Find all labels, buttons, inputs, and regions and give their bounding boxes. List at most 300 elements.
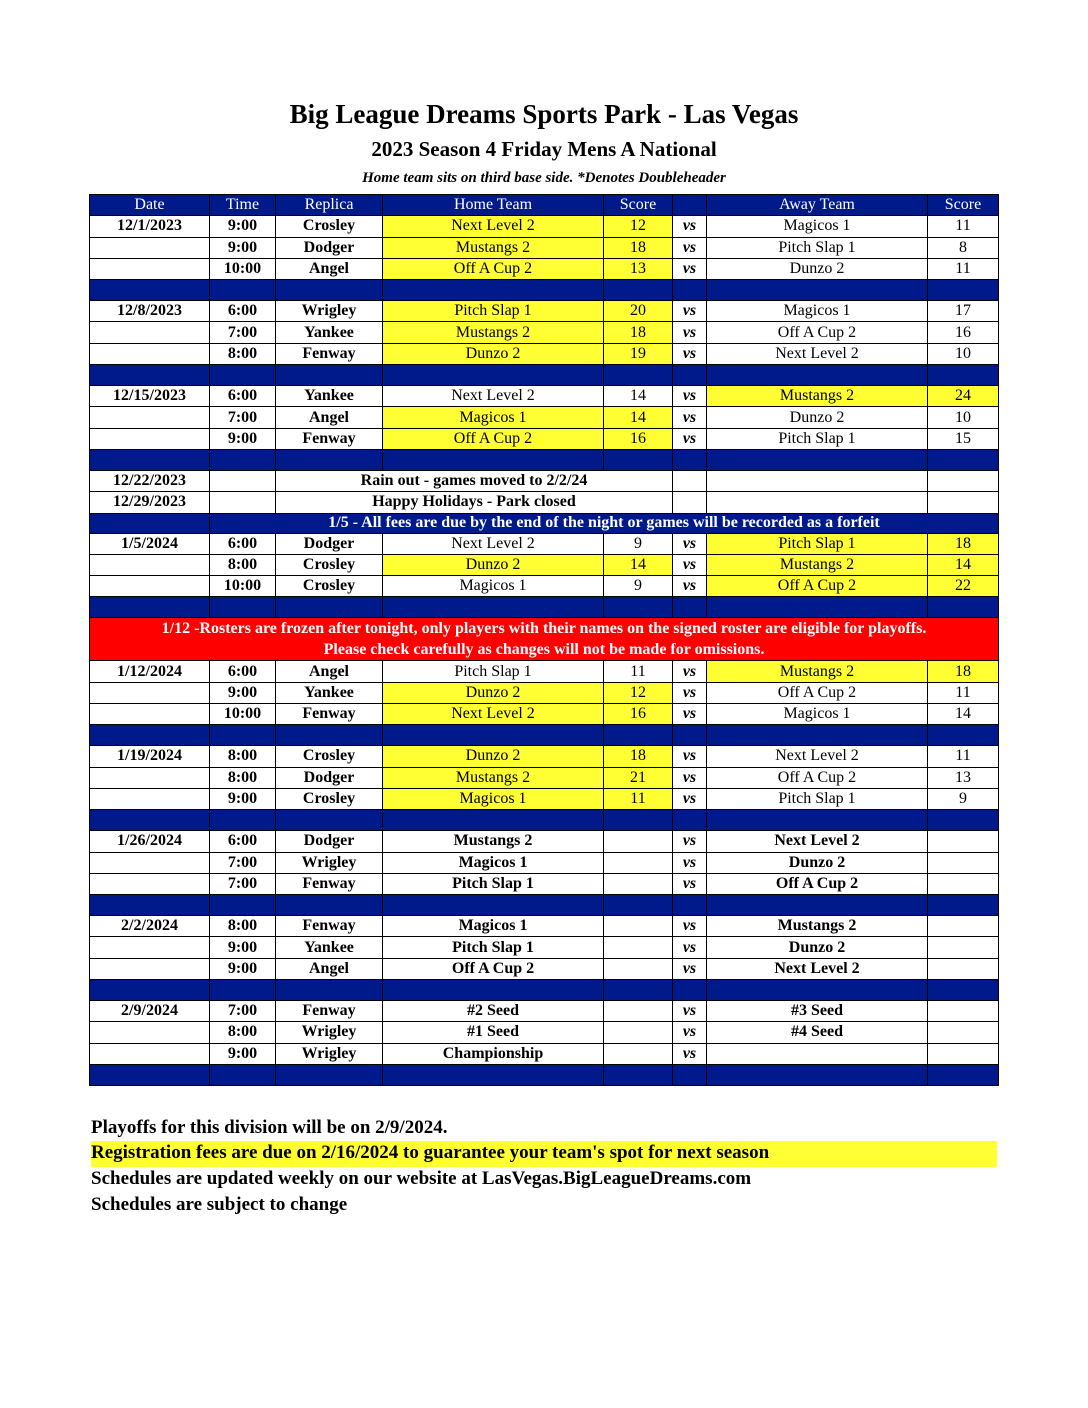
away-team: Next Level 2 (707, 831, 928, 852)
vs-label: vs (673, 788, 707, 809)
away-team (707, 1043, 928, 1064)
game-time: 7:00 (210, 322, 276, 343)
home-score: 12 (604, 682, 673, 703)
home-score: 13 (604, 258, 673, 279)
game-date (90, 873, 210, 894)
notice-row (90, 492, 999, 513)
away-team: Dunzo 2 (707, 852, 928, 873)
away-team: Off A Cup 2 (707, 682, 928, 703)
game-row (90, 1001, 999, 1022)
col-header-replica: Replica (276, 195, 383, 216)
home-team: Dunzo 2 (383, 343, 604, 364)
away-score: 11 (928, 682, 999, 703)
game-row (90, 322, 999, 343)
separator-cell (276, 980, 383, 1001)
home-score: 20 (604, 301, 673, 322)
game-time: 9:00 (210, 428, 276, 449)
game-time: 10:00 (210, 576, 276, 597)
game-date (90, 576, 210, 597)
vs-label: vs (673, 704, 707, 725)
separator-cell (928, 810, 999, 831)
game-row (90, 767, 999, 788)
separator-cell (210, 597, 276, 618)
away-score: 14 (928, 704, 999, 725)
game-row (90, 873, 999, 894)
separator-cell (90, 365, 210, 386)
away-score: 11 (928, 258, 999, 279)
home-score (604, 937, 673, 958)
separator-cell (210, 725, 276, 746)
separator-cell (210, 895, 276, 916)
home-score (604, 1001, 673, 1022)
home-score: 11 (604, 661, 673, 682)
separator-cell (707, 895, 928, 916)
separator-cell (210, 449, 276, 470)
game-replica-field: Crosley (276, 554, 383, 575)
separator-cell (276, 280, 383, 301)
home-team: Mustangs 2 (383, 767, 604, 788)
week-separator (90, 1064, 999, 1085)
empty-cell (928, 470, 999, 491)
game-row (90, 258, 999, 279)
home-score: 12 (604, 216, 673, 237)
game-time: 8:00 (210, 746, 276, 767)
separator-cell (928, 725, 999, 746)
empty-cell (210, 470, 276, 491)
away-team: Magicos 1 (707, 704, 928, 725)
game-replica-field: Dodger (276, 831, 383, 852)
home-team: Mustangs 2 (383, 237, 604, 258)
game-date (90, 704, 210, 725)
game-date (90, 258, 210, 279)
away-score: 10 (928, 407, 999, 428)
website-note: Schedules are updated weekly on our website at LasVegas.BigLeagueDreams.com (91, 1168, 752, 1189)
home-team: Next Level 2 (383, 216, 604, 237)
home-score: 14 (604, 554, 673, 575)
subject-note: Schedules are subject to change (91, 1194, 348, 1215)
col-header-home-team: Home Team (383, 195, 604, 216)
away-team: Off A Cup 2 (707, 576, 928, 597)
col-header-time: Time (210, 195, 276, 216)
separator-cell (90, 449, 210, 470)
home-score: 14 (604, 407, 673, 428)
separator-cell (90, 810, 210, 831)
separator-cell (90, 280, 210, 301)
separator-cell (604, 980, 673, 1001)
separator-cell (383, 449, 604, 470)
game-row (90, 746, 999, 767)
game-date (90, 788, 210, 809)
game-date (90, 322, 210, 343)
week-separator (90, 725, 999, 746)
game-replica-field: Wrigley (276, 1043, 383, 1064)
col-header-home-score: Score (604, 195, 673, 216)
home-team: Magicos 1 (383, 788, 604, 809)
notice-text: Rain out - games moved to 2/2/24 (276, 470, 673, 491)
game-replica-field: Fenway (276, 428, 383, 449)
game-replica-field: Wrigley (276, 1022, 383, 1043)
away-team: Off A Cup 2 (707, 322, 928, 343)
away-score: 16 (928, 322, 999, 343)
empty-cell (707, 492, 928, 513)
game-replica-field: Fenway (276, 343, 383, 364)
separator-cell (928, 449, 999, 470)
fees-notice-text: 1/5 - All fees are due by the end of the night or games will be recorded as a forfeit (210, 513, 999, 533)
game-row (90, 958, 999, 979)
game-replica-field: Dodger (276, 767, 383, 788)
notice-row (90, 470, 999, 491)
game-time: 8:00 (210, 554, 276, 575)
game-date (90, 237, 210, 258)
separator-cell (707, 449, 928, 470)
game-replica-field: Angel (276, 407, 383, 428)
game-time: 7:00 (210, 873, 276, 894)
separator-cell (90, 725, 210, 746)
away-score (928, 873, 999, 894)
col-header-vs (673, 195, 707, 216)
game-replica-field: Wrigley (276, 301, 383, 322)
game-row (90, 533, 999, 554)
separator-cell (673, 449, 707, 470)
home-score (604, 873, 673, 894)
separator-cell (383, 597, 604, 618)
schedule-body (90, 216, 999, 1086)
away-team: Magicos 1 (707, 301, 928, 322)
game-time: 9:00 (210, 237, 276, 258)
separator-cell (210, 1064, 276, 1085)
roster-notice-line2: Please check carefully as changes will not be made for omissions. (323, 641, 765, 659)
roster-notice-line1: 1/12 -Rosters are frozen after tonight, only players with their names on the signed roster are eligible for playoffs. (161, 620, 927, 638)
away-team: Mustangs 2 (707, 916, 928, 937)
away-score: 15 (928, 428, 999, 449)
home-score (604, 958, 673, 979)
home-team: Magicos 1 (383, 916, 604, 937)
game-date (90, 767, 210, 788)
week-separator (90, 365, 999, 386)
col-header-away-team: Away Team (707, 195, 928, 216)
game-row (90, 1043, 999, 1064)
header-note: Home team sits on third base side. *Denotes Doubleheader (362, 170, 726, 186)
game-date (90, 428, 210, 449)
separator-cell (707, 980, 928, 1001)
separator-cell (707, 725, 928, 746)
registration-note: Registration fees are due on 2/16/2024 to guarantee your team's spot for next season (91, 1141, 997, 1167)
game-row (90, 1022, 999, 1043)
home-score: 16 (604, 428, 673, 449)
vs-label: vs (673, 343, 707, 364)
vs-label: vs (673, 937, 707, 958)
notice-date: 12/22/2023 (90, 470, 210, 491)
vs-label: vs (673, 873, 707, 894)
vs-label: vs (673, 428, 707, 449)
home-score (604, 1043, 673, 1064)
game-replica-field: Crosley (276, 216, 383, 237)
separator-cell (707, 1064, 928, 1085)
game-row (90, 428, 999, 449)
week-separator (90, 895, 999, 916)
away-team: Pitch Slap 1 (707, 788, 928, 809)
game-time: 10:00 (210, 704, 276, 725)
separator-cell (928, 280, 999, 301)
game-replica-field: Yankee (276, 682, 383, 703)
separator-cell (210, 980, 276, 1001)
playoffs-note: Playoffs for this division will be on 2/9/2024. (91, 1117, 448, 1138)
separator-cell (928, 895, 999, 916)
game-time: 7:00 (210, 407, 276, 428)
game-time: 7:00 (210, 852, 276, 873)
separator-cell (707, 810, 928, 831)
away-score: 8 (928, 237, 999, 258)
away-score (928, 958, 999, 979)
separator-cell (707, 365, 928, 386)
game-time: 6:00 (210, 301, 276, 322)
game-date: 2/9/2024 (90, 1001, 210, 1022)
separator-cell (383, 725, 604, 746)
vs-label: vs (673, 852, 707, 873)
away-team: Dunzo 2 (707, 937, 928, 958)
roster-notice-row (90, 618, 999, 661)
home-team: Pitch Slap 1 (383, 937, 604, 958)
separator-cell (673, 597, 707, 618)
home-score: 9 (604, 533, 673, 554)
game-time: 7:00 (210, 1001, 276, 1022)
game-row (90, 831, 999, 852)
home-team: Off A Cup 2 (383, 958, 604, 979)
col-header-away-score: Score (928, 195, 999, 216)
vs-label: vs (673, 322, 707, 343)
blank-cell (90, 513, 210, 533)
separator-cell (604, 365, 673, 386)
game-time: 9:00 (210, 937, 276, 958)
game-row (90, 661, 999, 682)
home-team: Championship (383, 1043, 604, 1064)
home-score (604, 852, 673, 873)
game-time: 8:00 (210, 767, 276, 788)
separator-cell (276, 365, 383, 386)
away-score (928, 852, 999, 873)
away-team: Off A Cup 2 (707, 873, 928, 894)
separator-cell (604, 449, 673, 470)
game-row (90, 343, 999, 364)
home-team: Magicos 1 (383, 576, 604, 597)
game-row (90, 682, 999, 703)
vs-label: vs (673, 554, 707, 575)
game-row (90, 916, 999, 937)
game-replica-field: Fenway (276, 1001, 383, 1022)
separator-cell (604, 810, 673, 831)
game-replica-field: Angel (276, 258, 383, 279)
away-team: Pitch Slap 1 (707, 428, 928, 449)
game-replica-field: Dodger (276, 533, 383, 554)
game-time: 10:00 (210, 258, 276, 279)
away-score: 10 (928, 343, 999, 364)
game-time: 8:00 (210, 916, 276, 937)
empty-cell (707, 470, 928, 491)
week-separator (90, 449, 999, 470)
away-team: Next Level 2 (707, 958, 928, 979)
game-row (90, 407, 999, 428)
separator-cell (707, 597, 928, 618)
vs-label: vs (673, 958, 707, 979)
separator-cell (673, 980, 707, 1001)
home-team: Next Level 2 (383, 704, 604, 725)
home-team: Next Level 2 (383, 386, 604, 407)
home-team: #2 Seed (383, 1001, 604, 1022)
roster-notice (90, 618, 999, 661)
home-team: Pitch Slap 1 (383, 661, 604, 682)
col-header-date: Date (90, 195, 210, 216)
away-score: 17 (928, 301, 999, 322)
game-date: 12/1/2023 (90, 216, 210, 237)
game-date (90, 1022, 210, 1043)
home-team: #1 Seed (383, 1022, 604, 1043)
separator-cell (604, 280, 673, 301)
away-score: 9 (928, 788, 999, 809)
home-score: 16 (604, 704, 673, 725)
game-time: 6:00 (210, 386, 276, 407)
away-team: Mustangs 2 (707, 554, 928, 575)
home-score (604, 1022, 673, 1043)
separator-cell (383, 895, 604, 916)
game-date: 2/2/2024 (90, 916, 210, 937)
schedule-table (89, 194, 999, 1086)
game-time: 8:00 (210, 343, 276, 364)
vs-label: vs (673, 301, 707, 322)
game-replica-field: Crosley (276, 746, 383, 767)
away-team: Pitch Slap 1 (707, 533, 928, 554)
separator-cell (90, 895, 210, 916)
separator-cell (673, 810, 707, 831)
away-team: Dunzo 2 (707, 407, 928, 428)
home-team: Dunzo 2 (383, 554, 604, 575)
away-team: Off A Cup 2 (707, 767, 928, 788)
game-row (90, 554, 999, 575)
away-score: 11 (928, 746, 999, 767)
game-row (90, 788, 999, 809)
vs-label: vs (673, 746, 707, 767)
game-date (90, 682, 210, 703)
separator-cell (383, 280, 604, 301)
separator-cell (276, 1064, 383, 1085)
away-score: 14 (928, 554, 999, 575)
separator-cell (604, 597, 673, 618)
away-score (928, 1001, 999, 1022)
away-score: 11 (928, 216, 999, 237)
away-team: Magicos 1 (707, 216, 928, 237)
empty-cell (210, 492, 276, 513)
separator-cell (276, 895, 383, 916)
separator-cell (276, 725, 383, 746)
game-replica-field: Crosley (276, 788, 383, 809)
game-date (90, 1043, 210, 1064)
game-row (90, 937, 999, 958)
home-team: Pitch Slap 1 (383, 301, 604, 322)
game-row (90, 237, 999, 258)
week-separator (90, 280, 999, 301)
game-row (90, 216, 999, 237)
separator-cell (210, 365, 276, 386)
vs-label: vs (673, 661, 707, 682)
vs-label: vs (673, 407, 707, 428)
game-replica-field: Angel (276, 958, 383, 979)
vs-label: vs (673, 216, 707, 237)
separator-cell (210, 280, 276, 301)
home-team: Mustangs 2 (383, 831, 604, 852)
away-score (928, 937, 999, 958)
home-score: 18 (604, 322, 673, 343)
separator-cell (604, 895, 673, 916)
away-team: Mustangs 2 (707, 661, 928, 682)
game-row (90, 301, 999, 322)
game-date (90, 852, 210, 873)
game-date: 1/5/2024 (90, 533, 210, 554)
game-time: 8:00 (210, 1022, 276, 1043)
separator-cell (707, 280, 928, 301)
game-date (90, 343, 210, 364)
game-date (90, 937, 210, 958)
game-row (90, 852, 999, 873)
game-row (90, 704, 999, 725)
away-team: Mustangs 2 (707, 386, 928, 407)
away-team: #4 Seed (707, 1022, 928, 1043)
game-row (90, 386, 999, 407)
game-date: 12/8/2023 (90, 301, 210, 322)
separator-cell (383, 980, 604, 1001)
game-time: 6:00 (210, 533, 276, 554)
vs-label: vs (673, 576, 707, 597)
vs-label: vs (673, 1001, 707, 1022)
vs-label: vs (673, 916, 707, 937)
separator-cell (276, 449, 383, 470)
separator-cell (928, 597, 999, 618)
away-team: Next Level 2 (707, 343, 928, 364)
game-date (90, 554, 210, 575)
away-score: 18 (928, 661, 999, 682)
away-score (928, 1022, 999, 1043)
game-time: 9:00 (210, 682, 276, 703)
separator-cell (604, 725, 673, 746)
game-date: 12/15/2023 (90, 386, 210, 407)
table-header-row (90, 195, 999, 216)
vs-label: vs (673, 533, 707, 554)
page-subtitle: 2023 Season 4 Friday Mens A National (371, 137, 717, 161)
game-time: 9:00 (210, 1043, 276, 1064)
separator-cell (928, 365, 999, 386)
home-score: 19 (604, 343, 673, 364)
home-score: 18 (604, 237, 673, 258)
away-score: 22 (928, 576, 999, 597)
home-team: Next Level 2 (383, 533, 604, 554)
separator-cell (383, 365, 604, 386)
game-date (90, 958, 210, 979)
game-replica-field: Fenway (276, 704, 383, 725)
notice-text: Happy Holidays - Park closed (276, 492, 673, 513)
game-date (90, 407, 210, 428)
game-replica-field: Fenway (276, 916, 383, 937)
game-replica-field: Angel (276, 661, 383, 682)
game-date: 1/12/2024 (90, 661, 210, 682)
week-separator (90, 980, 999, 1001)
separator-cell (383, 810, 604, 831)
separator-cell (383, 1064, 604, 1085)
home-team: Off A Cup 2 (383, 258, 604, 279)
separator-cell (90, 980, 210, 1001)
separator-cell (673, 895, 707, 916)
vs-label: vs (673, 1043, 707, 1064)
notice-date: 12/29/2023 (90, 492, 210, 513)
game-replica-field: Yankee (276, 386, 383, 407)
vs-label: vs (673, 682, 707, 703)
